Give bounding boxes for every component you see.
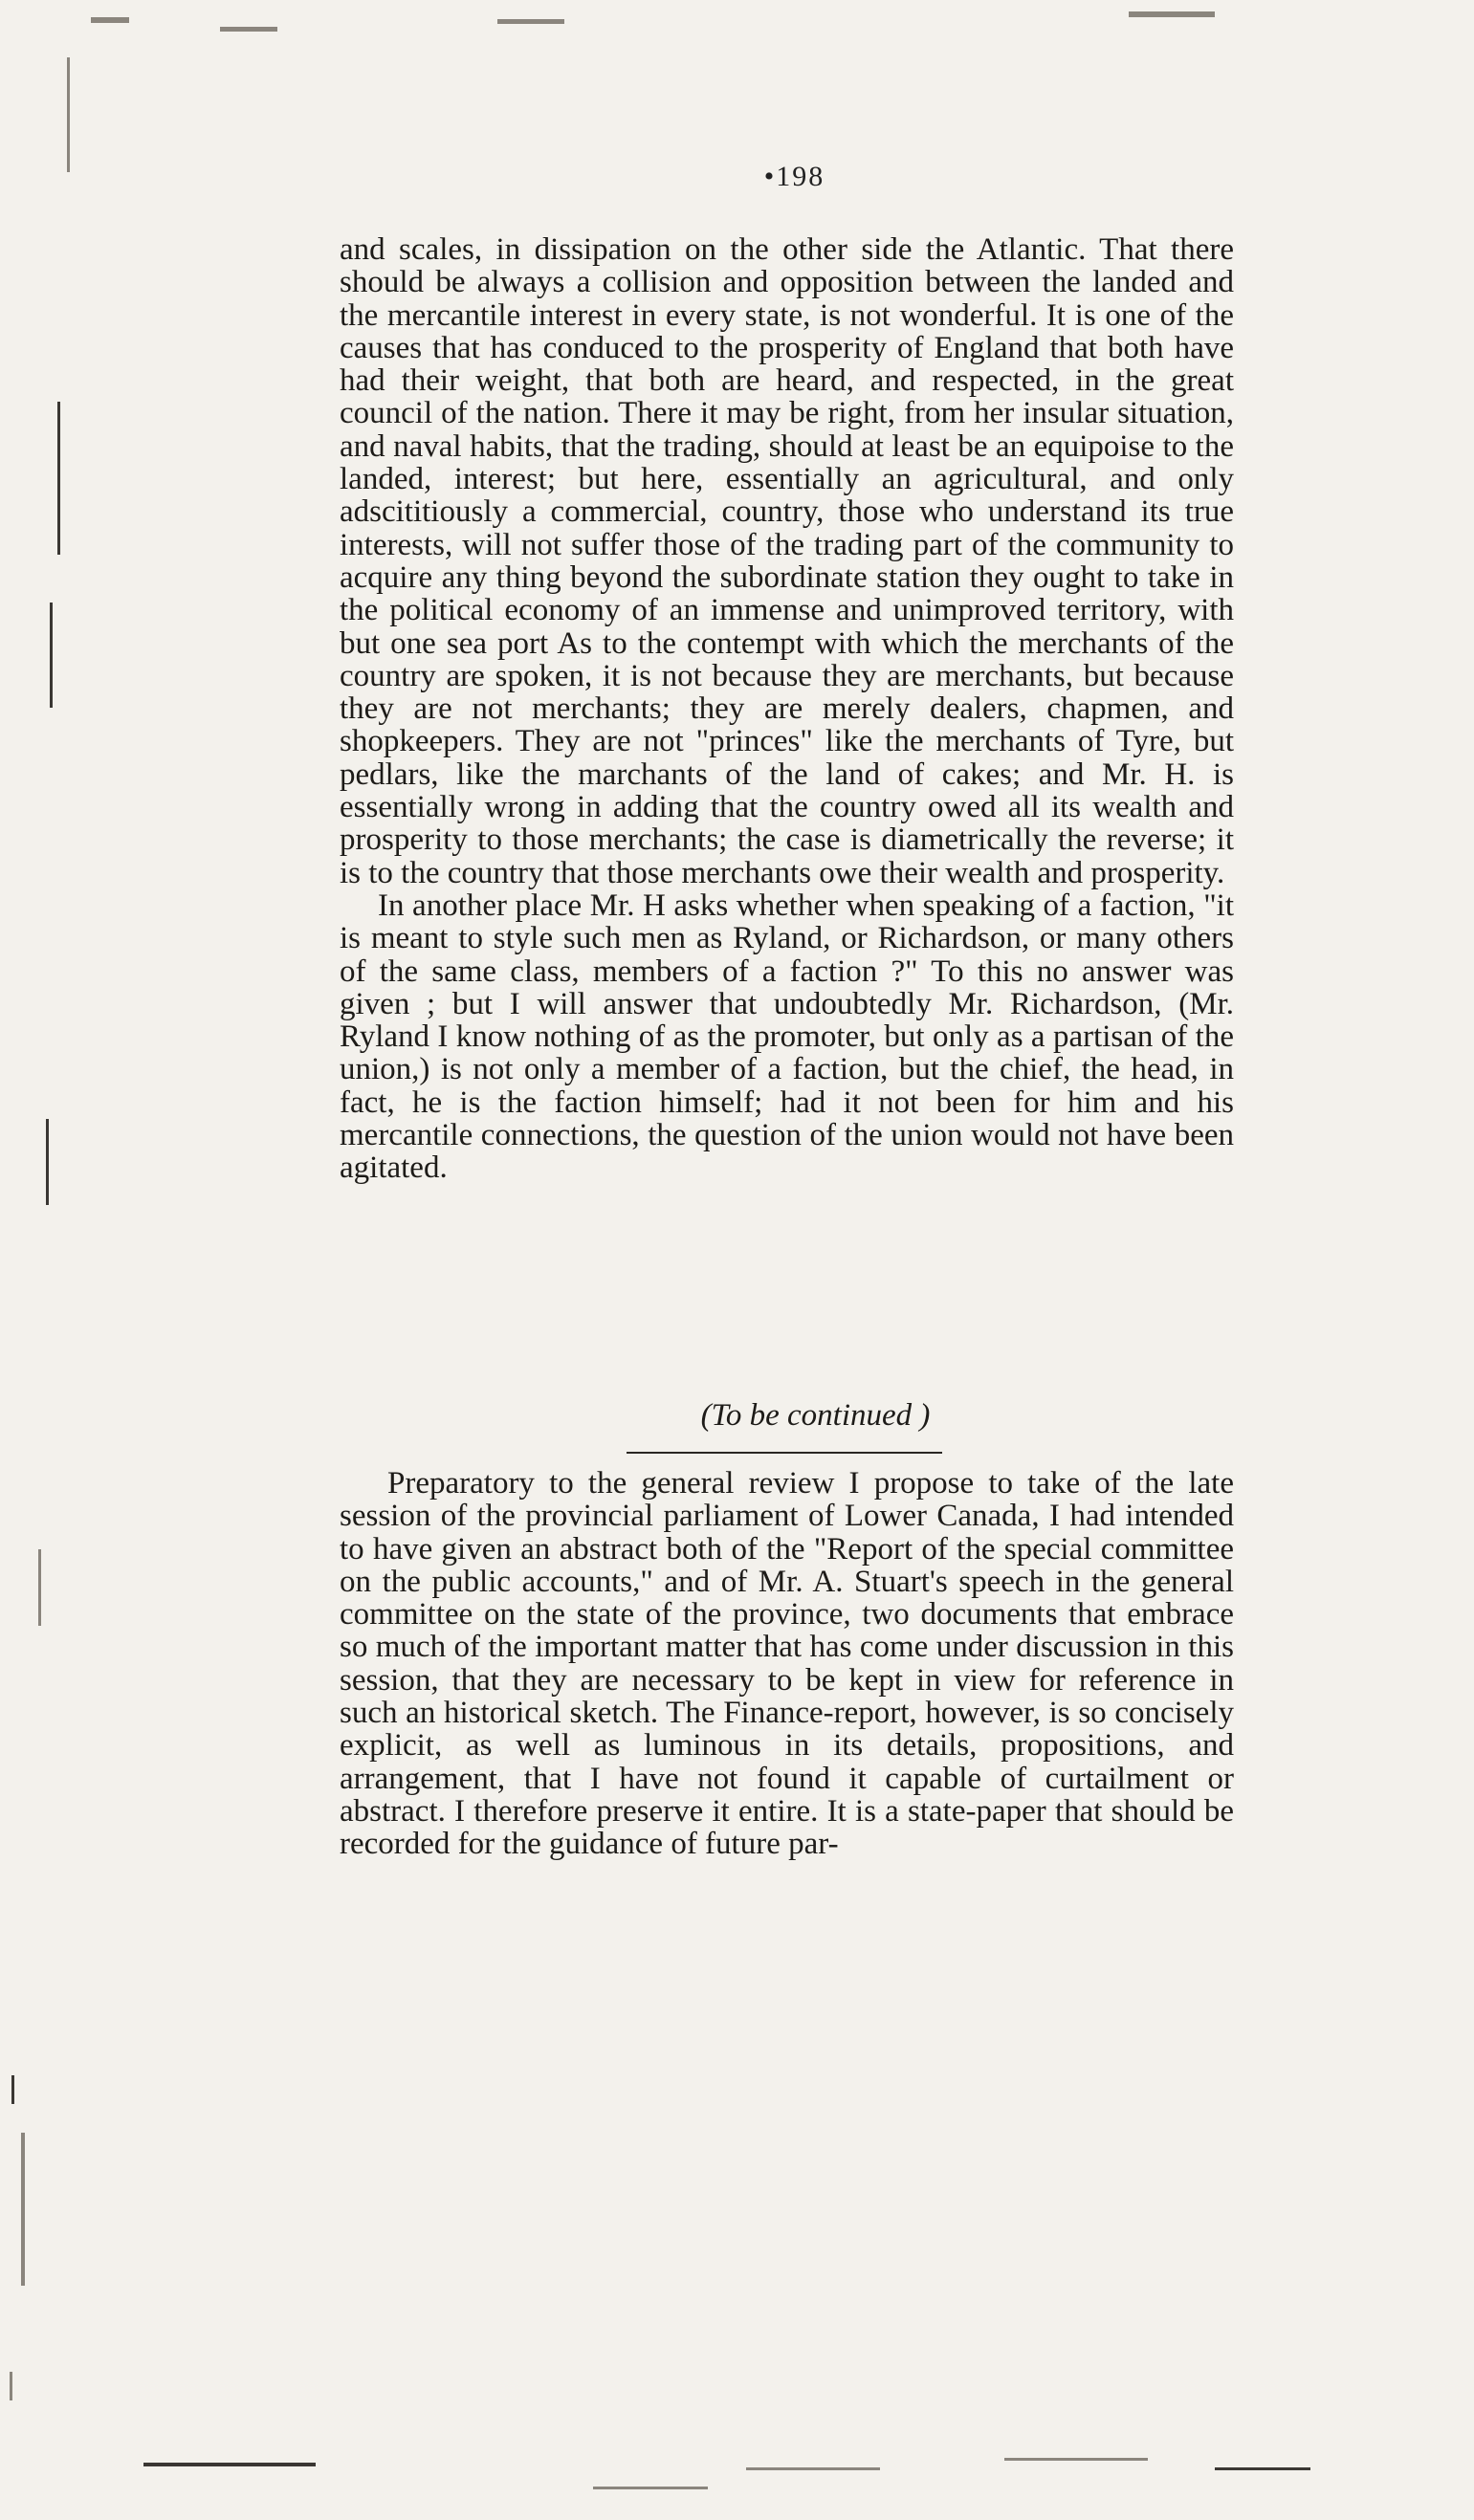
paragraph-3: Preparatory to the general review I propose to take of the late session of the provincial parliament of Lower Canada, I had intended to have given an abstract both of the "Report of the special committee on the public accounts," and of Mr. A. Stuart's speech in the general committee on the state of the province, two documents that embrace so much of the important matter that has come under discussion in this session, that they are necessary to be kept in view for reference in such an historical sketch. The Finance-report, however, is so concisely explicit, as well as luminous in its details, propositions, and arrangement, that I have not found it capable of curtailment or abstract. I therefore preserve it entire. It is a state-paper that should be recorded for the guidance of future par- bbox=[340, 1466, 1234, 1862]
paragraph-1: and scales, in dissipation on the other side the Atlantic. That there should be always a collision and opposition between the landed and the mercantile interest in every state, is not wonderful. It is one of the causes that has conduced to the prosperity of England that both have had their weight, that both are heard, and respected, in the great council of the nation. There it may be right, from her insular situation, and naval habits, that the trading, should at least be an equipoise to the landed, interest; but here, essentially an agricultural, and only adscititiously a commercial, country, those who understand its true interests, will not suffer those of the trading part of the community to acquire any thing beyond the subordinate station they ought to take in the political economy of an immense and unimproved territory, with but one sea port As to the contempt with which the merchants of the country are spoken, it is not because they are merchants, but because they are not merchants; they are merely dealers, chapmen, and shopkeepers. They are not "princes" like the merchants of Tyre, but pedlars, like the marchants of the land of cakes; and Mr. H. is essentially wrong in adding that the country owed all its wealth and prosperity to those merchants; the case is diametrically the reverse; it is to the country that those merchants owe their wealth and prosperity. bbox=[340, 232, 1234, 890]
to-be-continued-note: (To be continued ) bbox=[700, 1398, 931, 1433]
paragraph-2: In another place Mr. H asks whether when speaking of a faction, "it is meant to style such men as Ryland, or Richardson, or many others of the same class, members of a faction ?" To this no answer was given ; but I will answer that undoubtedly Mr. Richardson, (Mr. Ryland I know nothing of as the promoter, but only as a partisan of the union,) is not only a member of a faction, but the chief, the head, in fact, he is the faction himself; had it not been for him and his mercantile connections, the question of the union would not have been agitated. bbox=[340, 887, 1234, 1186]
body-text-new-section bbox=[340, 1467, 1234, 1861]
page-number: •198 bbox=[763, 161, 825, 192]
body-text-continued bbox=[340, 233, 1234, 1185]
section-divider bbox=[627, 1452, 942, 1454]
